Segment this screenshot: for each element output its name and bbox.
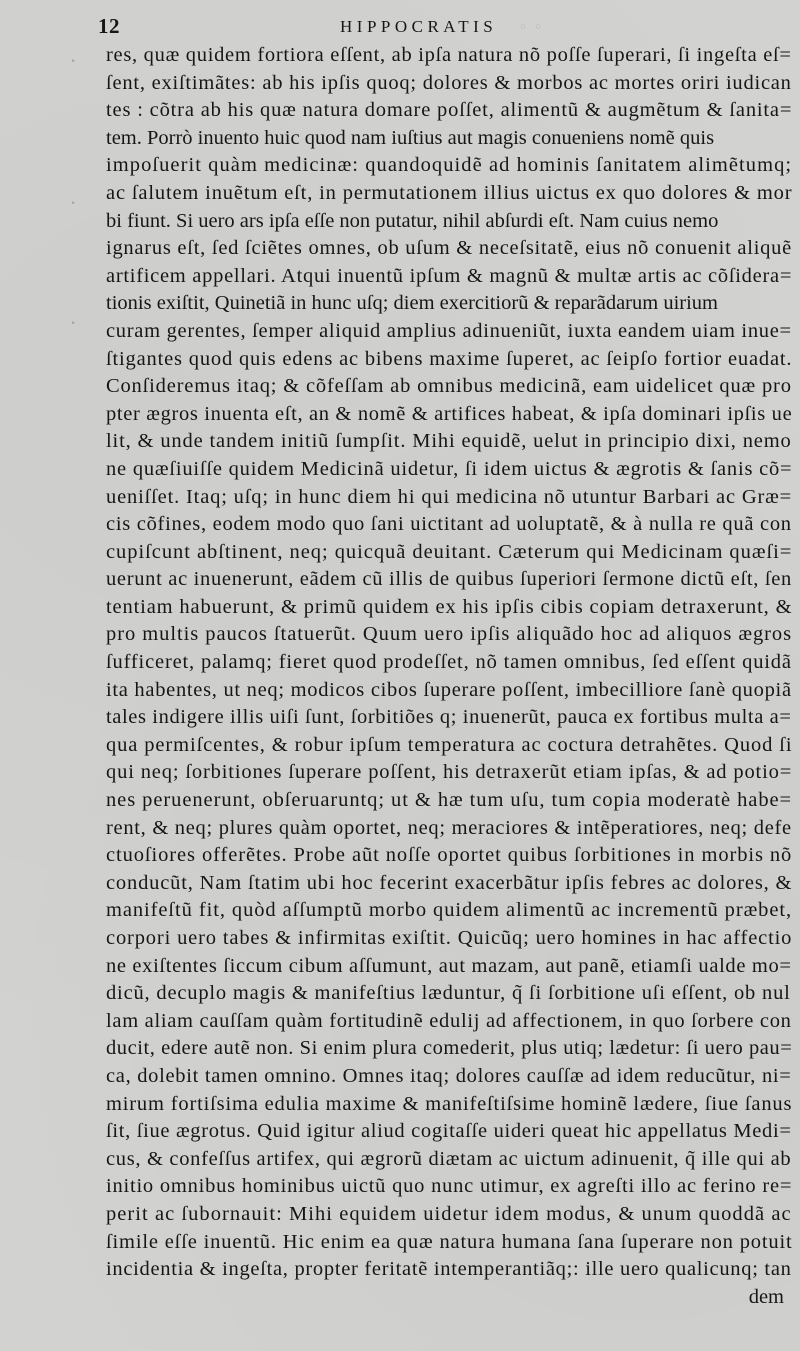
page-number: 12 <box>98 14 120 38</box>
text-line: initio omnibus hominibus uictũ quo nunc utimur, ex agreſti illo ac ferino re= <box>106 1175 793 1198</box>
text-line: lit, & unde tandem initiũ ſumpſit. Mihi equidẽ, uelut in principio dixi, nemo <box>106 430 792 453</box>
text-line: manifeſtũ fit, quòd aſſumptũ morbo quidem alimentũ ac incrementũ præbet, <box>106 899 792 922</box>
text-line: perit ac ſubornauit: Mihi equidem uidetur idem modus, & unum quoddã ac <box>106 1202 792 1225</box>
text-line: qui neq; ſorbitiones ſuperare poſſent, his detraxerũt etiam ipſas, & ad potio= <box>106 761 793 784</box>
text-line: ducit, edere autẽ non. Si enim plura comederit, plus utiq; lædetur: ſi uero pau= <box>106 1037 793 1060</box>
margin-ink-mark: · <box>70 190 76 215</box>
text-line: cupiſcunt abſtinent, neq; quicquã deuitant. Cæterum qui Medicinam quæſi= <box>106 540 793 563</box>
margin-ink-mark: · <box>70 48 76 73</box>
text-line: tentiam habuerunt, & primũ quidem ex his ipſis cibis copiam detraxerunt, & <box>106 595 793 618</box>
text-line: tionis exiſtit, Quinetiã in hunc uſq; diem exercitiorũ & reparãdarum uirium <box>106 292 718 315</box>
text-line: ca, dolebit tamen omnino. Omnes itaq; dolores cauſſæ ad idem reducũtur, ni= <box>106 1064 792 1087</box>
text-line: incidentia & ingeſta, propter feritatẽ intemperantiãq;: ille uero qualicunq; tan <box>106 1258 792 1281</box>
text-line: ſit, ſiue ægrotus. Quid igitur aliud cogitaſſe uideri queat hic appellatus Medi= <box>106 1120 792 1143</box>
text-line: res, quæ quidem fortiora eſſent, ab ipſa natura nõ poſſe ſuperari, ſi ingeſta eſ= <box>106 44 792 66</box>
text-line: uerunt ac inuenerunt, eãdem cũ illis de quibus ſuperiori ſermone dictũ eſt, ſen <box>106 568 792 591</box>
text-line: nes peruenerunt, obſeruaruntq; ut & hæ tum uſu, tum copia moderatè habe= <box>106 789 793 812</box>
text-line: curam gerentes, ſemper aliquid amplius adinueniũt, iuxta eandem uiam inue= <box>106 319 792 342</box>
text-line: tes : cõtra ab his quæ natura domare poſſet, alimentũ & augmẽtum & ſanita= <box>106 99 793 122</box>
text-line: Conſideremus itaq; & cõfeſſam ab omnibus medicinã, eam uidelicet quæ pro <box>106 375 792 398</box>
text-line: lam aliam cauſſam quàm fortitudinẽ edulij ad affectionem, in quo ſorbere con <box>106 1009 792 1032</box>
text-line: ueniſſet. Itaq; uſq; in hunc diem hi qui medicina nõ utuntur Barbari ac Græ= <box>106 485 793 508</box>
text-line: pter ægros inuenta eſt, an & nomẽ & artifices habeat, & ipſa dominari ipſis ue <box>106 402 793 425</box>
text-line: ne quæſiuiſſe quidem Medicinã uidetur, ſi idem uictus & ægrotis & ſanis cõ= <box>106 457 793 480</box>
text-line: ſent, exiſtimãtes: ab his ipſis quoq; dolores & morbos ac mortes oriri iudican <box>106 71 792 94</box>
text-line: ſufficeret, palamq; fieret quod prodeſſet, nõ tamen omnibus, ſed eſſent quidã <box>106 651 792 674</box>
text-line: ita habentes, ut neq; modicos cibos ſuperare poſſent, imbecilliore ſanè quopiã <box>106 678 792 701</box>
catchword: dem <box>748 1285 784 1308</box>
text-line: qua permiſcentes, & robur ipſum temperatura ac coctura detrahẽtes. Quod ſi <box>106 733 793 756</box>
text-line: impoſuerit quàm medicinæ: quandoquidẽ ad hominis ſanitatem alimẽtumq; <box>106 154 793 177</box>
text-line: ac ſalutem inuẽtum eſt, in permutationem illius uictus ex quo dolores & mor <box>106 181 793 204</box>
text-line: cus, & confeſſus artifex, qui ægrorũ diætam ac uictum adinuenit, q̃ ille qui ab <box>106 1147 792 1170</box>
running-title: HIPPOCRATIS <box>340 17 498 36</box>
text-line: ſtigantes quod quis edens ac bibens maxime ſuperet, ac ſeipſo fortior euadat. <box>106 347 793 370</box>
text-line: cis cõfines, eodem modo quo ſani uictitant ad uoluptatẽ, & à nulla re quã con <box>106 513 792 536</box>
text-line: tem. Porrò inuento huic quod nam iuſtius aut magis conueniens nomẽ quis <box>106 126 715 149</box>
text-line: mirum fortiſsima edulia maxime & manifeſtiſsime hominẽ lædere, ſiue ſanus <box>106 1092 793 1115</box>
text-line: ne exiſtentes ſiccum cibum aſſumunt, aut mazam, aut panẽ, etiamſi ualde mo= <box>106 954 792 977</box>
text-line: pro multis paucos ſtatuerũt. Quum uero ipſis aliquãdo hoc ad aliquos ægros <box>106 623 793 646</box>
text-line: corpori uero tabes & infirmitas exiſtit. Quicũq; uero homines in hac affectio <box>106 927 793 949</box>
text-line: conducũt, Nam ſtatim ubi hoc fecerint exacerbãtur ipſis febres ac dolores, & <box>106 871 793 894</box>
text-line: tales indigere illis uiſi ſunt, ſorbitiões q; inuenerũt, pauca ex fortibus multa a= <box>106 706 792 729</box>
text-line: ctuoſiores offerẽtes. Probe aũt noſſe oportet quibus ſorbitiones in morbis nõ <box>106 844 793 867</box>
text-line: artificem appellari. Atqui inuentũ ipſum & magnũ & multæ artis ac cõſidera= <box>106 264 793 287</box>
bleed-through-mark: ◦ ◦ <box>520 16 544 36</box>
text-line: dicũ, decuplo magis & manifeſtius læduntur, q̃ ſi ſorbitione uſi eſſent, ob nul <box>106 982 791 1005</box>
text-line: ignarus eſt, ſed ſciẽtes omnes, ob uſum & neceſsitatẽ, eius nõ conuenit aliquẽ <box>106 237 792 260</box>
text-line: ſimile eſſe inuentũ. Hic enim ea quæ natura humana ſana ſuperare non potuit <box>106 1230 793 1253</box>
body-text <box>106 42 794 1311</box>
text-line: rent, & neq; plures quàm oportet, neq; meraciores & intẽperatiores, neq; defe <box>106 816 792 839</box>
text-line: bi fiunt. Si uero ars ipſa eſſe non putatur, nihil abſurdi eſt. Nam cuius nemo <box>106 209 719 232</box>
margin-ink-mark: · <box>70 310 76 335</box>
